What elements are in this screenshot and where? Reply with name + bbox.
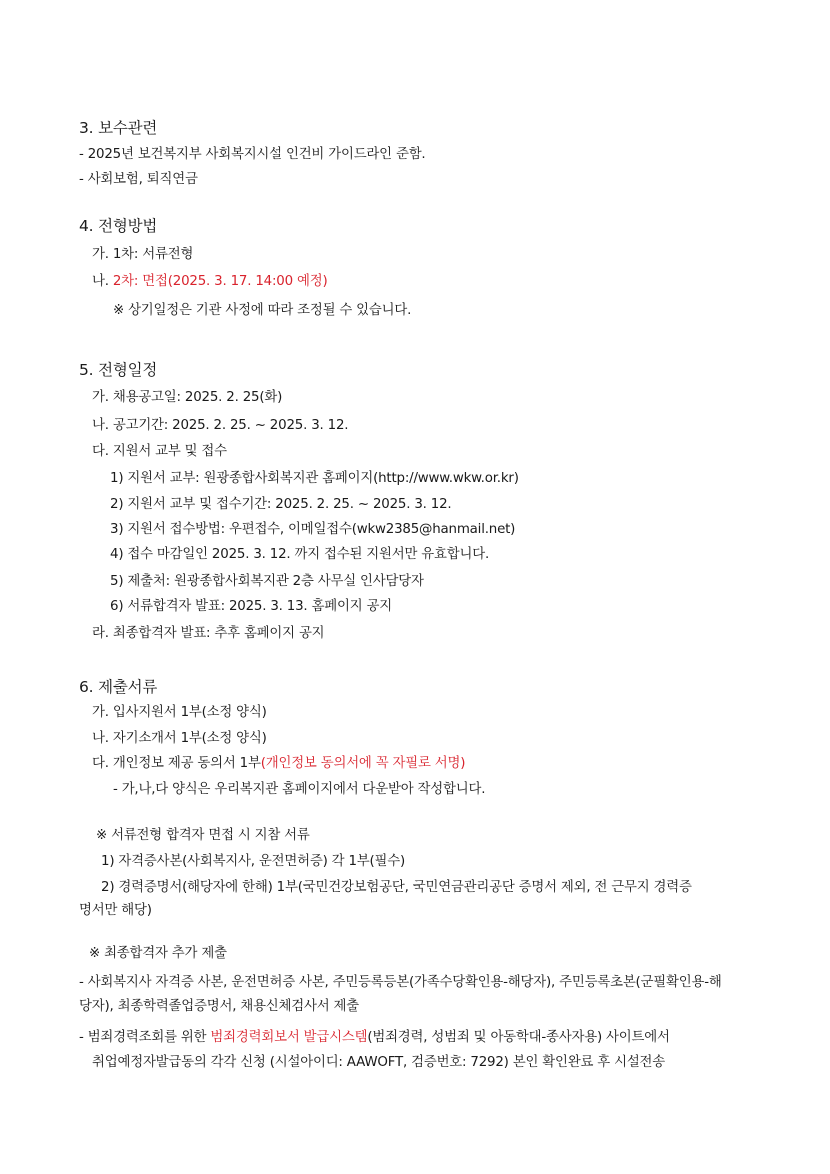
section-3-item: - 2025년 보건복지부 사회복지시설 인건비 가이드라인 준함. (79, 147, 426, 162)
section-5-sub-item: 5) 제출처: 원광종합사회복지관 2층 사무실 인사담당자 (110, 574, 424, 589)
section-6-item-a: 가. 입사지원서 1부(소정 양식) (92, 705, 267, 720)
criminal-check-suffix: (범죄경력, 성범죄 및 아동학대-종사자용) 사이트에서 (367, 1030, 670, 1045)
interview-document-item: 2) 경력증명서(해당자에 한해) 1부(국민건강보험공단, 국민연금관리공단 증명서 제외, 전 근무지 경력증 (101, 880, 692, 895)
section-5-sub-item: 2) 지원서 교부 및 접수기간: 2025. 2. 25. ~ 2025. 3. 12. (110, 497, 452, 512)
section-5-item-b: 나. 공고기간: 2025. 2. 25. ~ 2025. 3. 12. (92, 418, 349, 433)
section-6-item-b: 나. 자기소개서 1부(소정 양식) (92, 731, 267, 746)
section-6-item-c (92, 755, 465, 773)
section-4-heading: 4. 전형방법 (79, 217, 158, 235)
interview-date-highlight: 2차: 면접(2025. 3. 17. 14:00 예정) (112, 274, 328, 289)
section-4-item-2-prefix: 나. (92, 274, 113, 289)
section-5-sub-item: 1) 지원서 교부: 원광종합사회복지관 홈페이지(http://www.wkw.or.kr) (110, 471, 519, 486)
section-5-item-d: 라. 최종합격자 발표: 추후 홈페이지 공지 (92, 626, 325, 641)
section-4-item-1: 가. 1차: 서류전형 (92, 247, 194, 262)
interview-document-item-cont: 명서만 해당) (79, 903, 152, 918)
section-3-heading: 3. 보수관련 (79, 119, 158, 137)
section-5-sub-item: 6) 서류합격자 발표: 2025. 3. 13. 홈페이지 공지 (110, 599, 393, 614)
schedule-note: ※ 상기일정은 기관 사정에 따라 조정될 수 있습니다. (113, 303, 412, 318)
section-3-item: - 사회보험, 퇴직연금 (79, 172, 198, 187)
section-6-heading: 6. 제출서류 (79, 678, 158, 696)
section-4-item-2 (92, 273, 328, 291)
criminal-record-system-highlight: 범죄경력회보서 발급시스템 (210, 1030, 368, 1045)
section-5-heading: 5. 전형일정 (79, 361, 158, 379)
section-5-item-a: 가. 채용공고일: 2025. 2. 25(화) (92, 390, 283, 405)
final-submission-item-cont: 취업예정자발급동의 각각 신청 (시설아이디: AAWOFT, 검증번호: 7292) 본인 확인완료 후 시설전송 (92, 1055, 666, 1070)
final-submission-note: ※ 최종합격자 추가 제출 (89, 946, 227, 961)
section-5-item-c: 다. 지원서 교부 및 접수 (92, 444, 227, 459)
interview-documents-note: ※ 서류전형 합격자 면접 시 지참 서류 (96, 828, 310, 843)
interview-document-item: 1) 자격증사본(사회복지사, 운전면허증) 각 1부(필수) (101, 854, 406, 869)
final-submission-item-cont: 당자), 최종학력졸업증명서, 채용신체검사서 제출 (79, 999, 360, 1014)
final-submission-item: - 사회복지사 자격증 사본, 운전면허증 사본, 주민등록등본(가족수당확인용-해당자), 주민등록초본(군필확인용-해 (79, 975, 722, 990)
forms-download-note: - 가,나,다 양식은 우리복지관 홈페이지에서 다운받아 작성합니다. (113, 782, 486, 797)
criminal-check-prefix: - 범죄경력조회를 위한 (79, 1030, 211, 1045)
section-5-sub-item: 4) 접수 마감일인 2025. 3. 12. 까지 접수된 지원서만 유효합니다. (110, 547, 490, 562)
signature-note-highlight: (개인정보 동의서에 꼭 자필로 서명) (260, 756, 466, 771)
section-6-item-c-prefix: 다. 개인정보 제공 동의서 1부 (92, 756, 261, 771)
final-submission-item (79, 1029, 670, 1047)
section-5-sub-item: 3) 지원서 접수방법: 우편접수, 이메일접수(wkw2385@hanmail.net) (110, 522, 516, 537)
